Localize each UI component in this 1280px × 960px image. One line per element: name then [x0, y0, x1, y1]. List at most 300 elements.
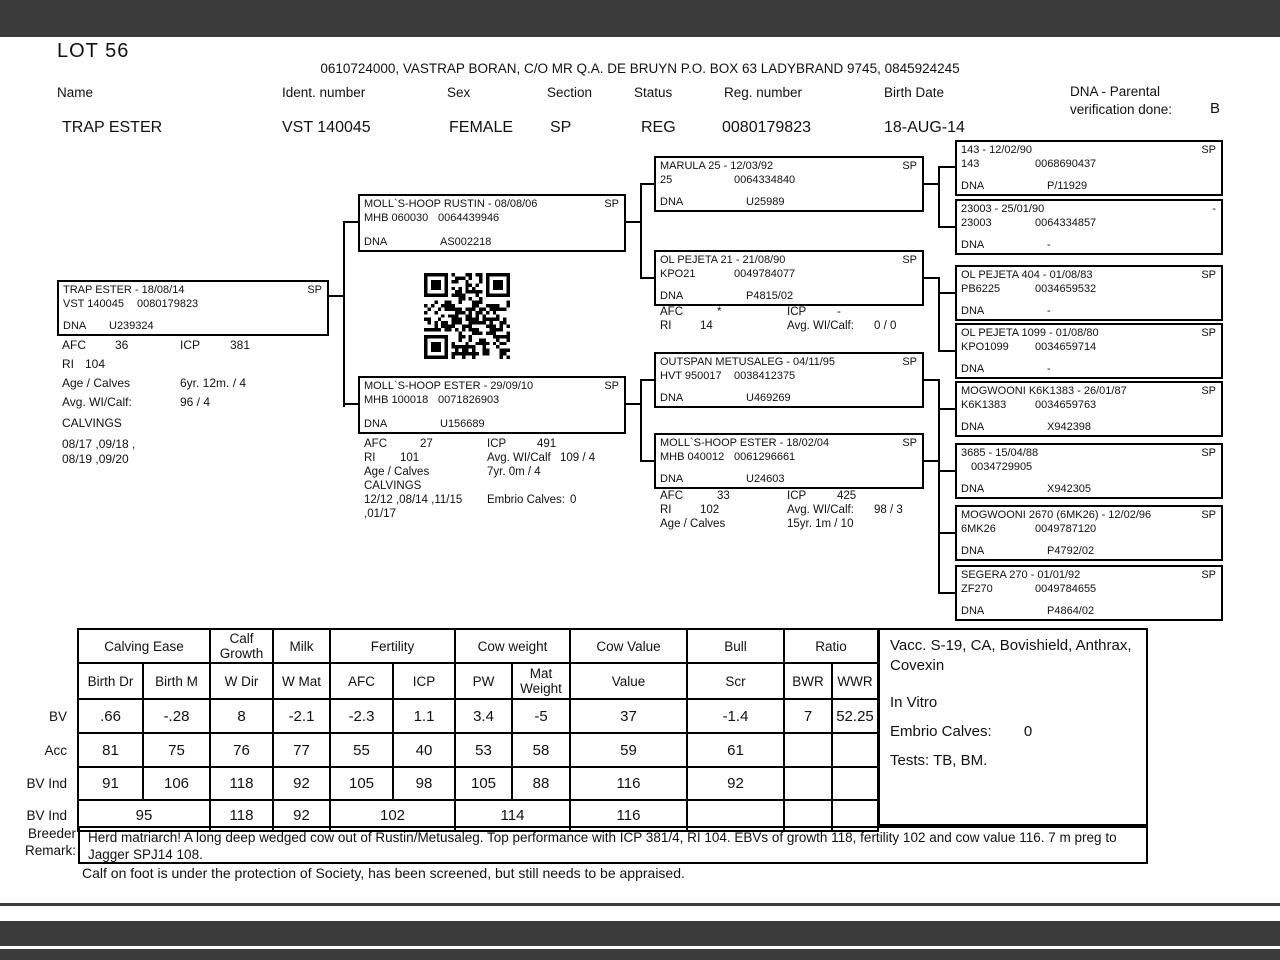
subject-calvings-line1	[62, 437, 135, 451]
animal-name: MOLL`S-HOOP ESTER - 18/02/04	[660, 437, 830, 449]
age-calves-value: 7yr. 0m / 4	[487, 466, 541, 478]
avg-wi-calf-label: Avg. WI/Calf:	[787, 320, 854, 332]
ebv-col-header: W Dir	[210, 663, 273, 699]
section-flag: SP	[604, 198, 619, 210]
ebv-cell: .66	[78, 699, 143, 733]
pedigree-connector-line	[938, 470, 955, 472]
ebv-col-header: Birth Dr	[78, 663, 143, 699]
section-flag: -	[1212, 203, 1216, 215]
header-value-reg: 0080179823	[722, 119, 811, 136]
dam-calvings-line1	[364, 494, 576, 506]
pedigree-connector-line	[343, 221, 358, 223]
qr-code	[424, 273, 510, 359]
pedigree-box-gen4-1	[955, 199, 1223, 255]
ebv-cell: 116	[570, 767, 687, 800]
pedigree-box-gen4-4	[955, 381, 1223, 437]
pedigree-connector-line	[938, 379, 940, 472]
gen3-3-stat-afc-icp	[660, 490, 856, 502]
calvings-dates: 08/17 ,09/18 ,	[62, 437, 136, 451]
ebv-col-header: Value	[570, 663, 687, 699]
pedigree-box-gen4-0	[955, 140, 1223, 196]
dna-value: P4792/02	[1047, 544, 1095, 557]
ebv-cell: 116	[570, 800, 687, 831]
section-flag: SP	[1201, 569, 1216, 581]
subject-stat-ri	[62, 357, 105, 371]
dna-label: DNA	[63, 319, 87, 332]
section-flag: SP	[1201, 447, 1216, 459]
header-label-name: Name	[57, 85, 94, 100]
calvings-label: CALVINGS	[364, 480, 422, 492]
pedigree-connector-line	[640, 277, 654, 279]
pedigree-box-gen4-7	[955, 565, 1223, 621]
section-flag: SP	[1201, 269, 1216, 281]
divider-line	[0, 903, 1280, 906]
ebv-group-header-row	[20, 629, 878, 663]
age-calves-label: Age / Calves	[660, 518, 726, 530]
top-bar	[0, 0, 1280, 37]
id-primary: 23003	[961, 217, 992, 230]
afc-value: 27	[420, 438, 433, 450]
ebv-table	[20, 628, 879, 832]
ebv-group-header: Ratio	[784, 629, 878, 663]
dna-label: DNA	[961, 304, 985, 317]
animal-name: 23003 - 25/01/90	[961, 203, 1045, 215]
header-label-reg: Reg. number	[724, 85, 803, 100]
dna-value: -	[1047, 238, 1051, 251]
dna-label: DNA	[660, 391, 684, 404]
dna-label: DNA	[961, 544, 985, 557]
pedigree-connector-line	[938, 166, 940, 228]
animal-name: OUTSPAN METUSALEG - 04/11/95	[660, 356, 836, 368]
header-label-status: Status	[634, 85, 673, 100]
ebv-cell: 118	[210, 800, 273, 831]
embrio-calves-value: 0	[569, 494, 577, 506]
breeder-remark-label	[6, 826, 76, 860]
avg-wi-calf-value: 96 / 4	[180, 395, 211, 409]
pedigree-connector-line	[938, 166, 955, 168]
ebv-cell: 102	[330, 800, 455, 831]
ebv-row-label: Acc	[20, 733, 78, 767]
ebv-row-label: BV Ind	[20, 800, 78, 831]
id-primary: MHB 060030	[364, 212, 429, 225]
pedigree-box-gen3-2	[654, 352, 924, 408]
id-primary	[961, 460, 971, 474]
ebv-cell: 118	[210, 767, 273, 800]
dna-value: U25989	[746, 195, 785, 208]
bottom-bar-2	[0, 949, 1280, 960]
pedigree-connector-line	[640, 183, 654, 185]
embrio-calves-label: Embrio Calves:	[890, 722, 992, 740]
ebv-row-bv	[20, 699, 878, 733]
pedigree-box-subject	[57, 280, 329, 336]
icp-value: 491	[537, 438, 557, 450]
id-primary: MHB 100018	[364, 394, 429, 407]
calvings-dates: 08/19 ,09/20	[62, 452, 129, 466]
ri-label: RI	[62, 357, 74, 371]
avg-wi-calf-value: 109 / 4	[560, 452, 596, 464]
age-calves-value: 6yr. 12m. / 4	[180, 376, 247, 390]
id-primary: 143	[961, 158, 980, 171]
pedigree-connector-line	[938, 408, 955, 410]
dna-value: -	[1047, 362, 1051, 375]
ebv-cell: 92	[687, 767, 784, 800]
ebv-cell: 88	[512, 767, 570, 800]
ebv-group-header: Calf Growth	[210, 629, 273, 663]
pedigree-box-gen4-3	[955, 323, 1223, 379]
ebv-cell: 8	[210, 699, 273, 733]
dna-value: U469269	[746, 391, 791, 404]
dna-label: DNA	[961, 179, 985, 192]
ebv-cell: 81	[78, 733, 143, 767]
pedigree-box-dam	[358, 376, 626, 434]
header-value-birth: 18-AUG-14	[884, 119, 965, 136]
dna-label: DNA	[961, 362, 985, 375]
header-label-birth: Birth Date	[884, 85, 945, 100]
ebv-cell: 114	[455, 800, 570, 831]
dna-value: X942305	[1047, 482, 1092, 495]
id-registration: 0080179823	[137, 298, 199, 311]
header-label-dna-line1: DNA - Parental	[1070, 84, 1161, 99]
icp-label: ICP	[180, 338, 201, 352]
ebv-cell: 91	[78, 767, 143, 800]
id-registration: 0049787120	[1035, 523, 1097, 536]
ebv-group-header: Fertility	[330, 629, 455, 663]
dna-label: DNA	[364, 417, 388, 430]
lot-number: LOT 56	[57, 40, 130, 62]
subject-calvings-line2	[62, 452, 129, 466]
header-label-dna-line2: verification done:	[1070, 102, 1173, 117]
ebv-cell: -5	[512, 699, 570, 733]
ebv-cell: 55	[330, 733, 393, 767]
dam-calvings-label	[364, 480, 421, 492]
age-calves-label: Age / Calves	[364, 466, 430, 478]
icp-value: 425	[837, 490, 857, 502]
pedigree-box-gen3-3	[654, 433, 924, 489]
id-primary: K6K1383	[961, 399, 1007, 412]
age-calves-value: 15yr. 1m / 10	[787, 518, 854, 530]
ebv-cell	[832, 767, 878, 800]
ebv-cell: -2.3	[330, 699, 393, 733]
animal-name: TRAP ESTER - 18/08/14	[63, 284, 185, 296]
section-flag: SP	[902, 254, 917, 266]
breeder-contact-line: 0610724000, VASTRAP BORAN, C/O MR Q.A. DE BRUYN P.O. BOX 63 LADYBRAND 9745, 0845924245	[320, 61, 960, 76]
subject-stat-afc-icp	[62, 338, 250, 352]
afc-label: AFC	[364, 438, 387, 450]
ebv-col-header: WWR	[832, 663, 878, 699]
icp-label: ICP	[487, 438, 507, 450]
icp-label: ICP	[787, 490, 807, 502]
ebv-cell: 3.4	[455, 699, 512, 733]
pedigree-connector-line	[938, 592, 955, 594]
ebv-col-header-row	[20, 663, 878, 699]
pedigree-connector-line	[640, 460, 654, 462]
avg-wi-calf-value: 0 / 0	[874, 320, 897, 332]
section-flag: SP	[1201, 509, 1216, 521]
ri-value: 101	[400, 452, 420, 464]
ebv-corner-blank	[20, 663, 78, 699]
dna-label: DNA	[364, 235, 388, 248]
afc-label: AFC	[62, 338, 86, 352]
id-primary: MHB 040012	[660, 451, 725, 464]
header-value-ident: VST 140045	[282, 119, 371, 136]
pedigree-box-gen3-0	[654, 156, 924, 212]
pedigree-box-gen4-5	[955, 443, 1223, 499]
header-label-section: Section	[547, 85, 593, 100]
ebv-col-header: Birth M	[143, 663, 210, 699]
ebv-corner-blank	[20, 629, 78, 663]
section-flag: SP	[1201, 327, 1216, 339]
breeder-remark-box	[78, 826, 1148, 864]
id-primary: HVT 950017	[660, 370, 722, 383]
ri-label: RI	[660, 320, 672, 332]
icp-value: -	[837, 306, 841, 318]
ebv-row-label: BV	[20, 699, 78, 733]
section-flag: SP	[1201, 385, 1216, 397]
pedigree-connector-line	[924, 460, 939, 462]
pedigree-connector-line	[938, 226, 955, 228]
in-vitro-text: In Vitro	[890, 693, 938, 711]
animal-name: MARULA 25 - 12/03/92	[660, 160, 774, 172]
ebv-cell: 92	[273, 767, 330, 800]
id-registration: 0064439946	[438, 212, 500, 225]
ri-value: 102	[700, 504, 720, 516]
header-value-section: SP	[550, 119, 572, 136]
ebv-cell: 40	[393, 733, 455, 767]
pedigree-connector-line	[640, 183, 642, 279]
dna-label: DNA	[660, 289, 684, 302]
ebv-cell	[832, 733, 878, 767]
ri-label: RI	[364, 452, 376, 464]
calvings-dates: 12/12 ,08/14 ,11/15	[364, 494, 463, 506]
subject-stat-avg-wi-calf	[62, 395, 210, 409]
gen3-3-stat-ri-avg	[660, 504, 903, 516]
vaccination-text: Vacc. S-19, CA, Bovishield, Anthrax, Covexin	[890, 637, 1132, 675]
ebv-col-header: ICP	[393, 663, 455, 699]
dna-value: P/11929	[1047, 179, 1088, 192]
ebv-cell	[784, 767, 832, 800]
ri-value: 14	[700, 320, 713, 332]
footer-note: Calf on foot is under the protection of Society, has been screened, but still needs to be appraised.	[82, 865, 685, 881]
pedigree-connector-line	[924, 277, 939, 279]
breeder-remark-label-line2: Remark:	[24, 842, 76, 858]
dam-stat-ri-avg	[364, 452, 595, 464]
ebv-cell: 37	[570, 699, 687, 733]
pedigree-connector-line	[938, 277, 940, 352]
calvings-dates: ,01/17	[364, 508, 396, 520]
dna-label: DNA	[660, 195, 684, 208]
ebv-row-label: BV Ind	[20, 767, 78, 800]
dna-value: U24603	[746, 472, 785, 485]
dna-value: U239324	[109, 319, 154, 332]
animal-name: SEGERA 270 - 01/01/92	[961, 569, 1081, 581]
dna-value: P4815/02	[746, 289, 794, 302]
animal-name: OL PEJETA 404 - 01/08/83	[961, 269, 1093, 281]
pedigree-connector-line	[938, 460, 940, 594]
ebv-cell: 58	[512, 733, 570, 767]
dam-stat-afc-icp	[364, 438, 556, 450]
ri-label: RI	[660, 504, 672, 516]
pedigree-connector-line	[938, 292, 955, 294]
afc-value: 36	[115, 338, 129, 352]
animal-name: 3685 - 15/04/88	[961, 447, 1039, 459]
ebv-cell: -2.1	[273, 699, 330, 733]
pedigree-connector-line	[924, 379, 939, 381]
ebv-col-header: PW	[455, 663, 512, 699]
afc-label: AFC	[660, 306, 683, 318]
pedigree-connector-line	[938, 532, 955, 534]
avg-wi-calf-label: Avg. WI/Calf:	[787, 504, 854, 516]
ebv-cell	[784, 733, 832, 767]
ri-value: 104	[85, 357, 106, 371]
dna-label: DNA	[660, 472, 684, 485]
ebv-group-header: Bull	[687, 629, 784, 663]
id-registration: 0034659714	[1035, 341, 1097, 354]
id-primary: PB6225	[961, 283, 1001, 296]
animal-name: OL PEJETA 21 - 21/08/90	[660, 254, 786, 266]
animal-name: MOLL`S-HOOP RUSTIN - 08/08/06	[364, 198, 538, 210]
ebv-cell: 1.1	[393, 699, 455, 733]
id-registration: 0061296661	[734, 451, 796, 464]
header-value-name: TRAP ESTER	[62, 119, 163, 136]
avg-wi-calf-label: Avg. WI/Calf	[487, 452, 551, 464]
header-value-sex: FEMALE	[449, 119, 514, 136]
ebv-group-header: Cow weight	[455, 629, 570, 663]
dam-stat-age-calves	[364, 466, 541, 478]
dam-calvings-line2	[364, 508, 396, 520]
id-registration: 0068690437	[1035, 158, 1097, 171]
pedigree-box-sire	[358, 194, 626, 252]
dna-label: DNA	[961, 482, 985, 495]
ebv-cell: -1.4	[687, 699, 784, 733]
pedigree-connector-line	[343, 403, 358, 405]
id-primary: KPO21	[660, 268, 696, 281]
section-flag: SP	[1201, 144, 1216, 156]
subject-stat-age-calves	[62, 376, 246, 390]
pedigree-connector-line	[640, 379, 654, 381]
vaccination-panel	[878, 628, 1148, 826]
id-primary: ZF270	[961, 583, 993, 596]
subject-calvings-label	[62, 416, 122, 430]
id-registration: 0071826903	[438, 394, 500, 407]
ebv-cell: 59	[570, 733, 687, 767]
icp-label: ICP	[787, 306, 807, 318]
tests-text: Tests: TB, BM.	[890, 752, 988, 769]
header-label-ident: Ident. number	[282, 85, 366, 100]
ebv-cell: 105	[330, 767, 393, 800]
section-flag: SP	[307, 284, 322, 296]
ebv-group-header: Milk	[273, 629, 330, 663]
breeder-remark-label-line1: Breeder	[27, 826, 76, 841]
ebv-cell: 77	[273, 733, 330, 767]
id-registration: 0034659763	[1035, 399, 1097, 412]
pedigree-box-gen3-1	[654, 250, 924, 306]
icp-value: 381	[230, 338, 251, 352]
ebv-cell: 106	[143, 767, 210, 800]
id-registration: 0034659532	[1035, 283, 1097, 296]
ebv-cell: 52.25	[832, 699, 878, 733]
ebv-cell: 61	[687, 733, 784, 767]
ebv-cell: 53	[455, 733, 512, 767]
id-registration: 0064334857	[1035, 217, 1097, 230]
id-registration: 0064334840	[734, 174, 796, 187]
dna-value: AS002218	[440, 235, 492, 248]
pedigree-connector-line	[924, 183, 939, 185]
gen3-3-stat-age-calves	[660, 518, 853, 530]
ebv-cell: 98	[393, 767, 455, 800]
age-calves-label: Age / Calves	[62, 376, 131, 390]
section-flag: SP	[604, 380, 619, 392]
id-primary: 6MK26	[961, 523, 996, 536]
id-primary: KPO1099	[961, 341, 1009, 354]
dna-label: DNA	[961, 604, 985, 617]
id-registration: 0049784077	[734, 268, 796, 281]
dna-verification-value: B	[1210, 100, 1221, 117]
ebv-col-header: W Mat	[273, 663, 330, 699]
ebv-col-header: Mat Weight	[512, 663, 570, 699]
animal-name: MOLL`S-HOOP ESTER - 29/09/10	[364, 380, 534, 392]
gen3-1-stat-ri-avg	[660, 320, 896, 332]
animal-name: MOGWOONI 2670 (6MK26) - 12/02/96	[961, 509, 1152, 521]
pedigree-connector-line	[640, 379, 642, 462]
id-primary: VST 140045	[63, 298, 124, 311]
bottom-bar-1	[0, 921, 1280, 946]
pedigree-box-gen4-2	[955, 265, 1223, 321]
avg-wi-calf-label: Avg. WI/Calf:	[62, 395, 132, 409]
embrio-calves-value: 0	[1023, 722, 1033, 740]
ebv-cell: 75	[143, 733, 210, 767]
dna-value: X942398	[1047, 420, 1092, 433]
id-registration: 0049784655	[1035, 583, 1097, 596]
ebv-cell: -.28	[143, 699, 210, 733]
afc-value: 33	[717, 490, 730, 502]
embrio-calves-line	[890, 722, 1136, 742]
section-flag: SP	[902, 160, 917, 172]
ebv-cell: 92	[273, 800, 330, 831]
section-flag: SP	[902, 356, 917, 368]
dna-label: DNA	[961, 420, 985, 433]
ebv-group-header: Cow Value	[570, 629, 687, 663]
id-primary: 25	[660, 174, 673, 187]
dna-value: U156689	[440, 417, 485, 430]
ebv-cell: 76	[210, 733, 273, 767]
ebv-cell: 95	[78, 800, 210, 831]
gen3-1-stat-afc-icp	[660, 306, 841, 318]
ebv-group-header: Calving Ease	[78, 629, 210, 663]
header-value-status: REG	[641, 119, 676, 136]
pedigree-connector-line	[343, 221, 345, 407]
ebv-col-header: Scr	[687, 663, 784, 699]
section-flag: SP	[902, 437, 917, 449]
animal-name: OL PEJETA 1099 - 01/08/80	[961, 327, 1099, 339]
id-registration: 0038412375	[734, 370, 796, 383]
afc-value: *	[717, 306, 722, 318]
pedigree-connector-line	[938, 350, 955, 352]
animal-name: MOGWOONI K6K1383 - 26/01/87	[961, 385, 1127, 397]
avg-wi-calf-value: 98 / 3	[874, 504, 903, 516]
id-registration: 0034729905	[971, 461, 1033, 474]
embrio-calves-label: Embrio Calves:	[487, 494, 565, 506]
ebv-col-header: AFC	[330, 663, 393, 699]
ebv-cell: 105	[455, 767, 512, 800]
ebv-row-bvind	[20, 767, 878, 800]
dna-value: -	[1047, 304, 1051, 317]
ebv-row-acc	[20, 733, 878, 767]
pedigree-box-gen4-6	[955, 505, 1223, 561]
ebv-col-header: BWR	[784, 663, 832, 699]
afc-label: AFC	[660, 490, 683, 502]
dna-value: P4864/02	[1047, 604, 1095, 617]
calvings-label: CALVINGS	[62, 416, 122, 430]
